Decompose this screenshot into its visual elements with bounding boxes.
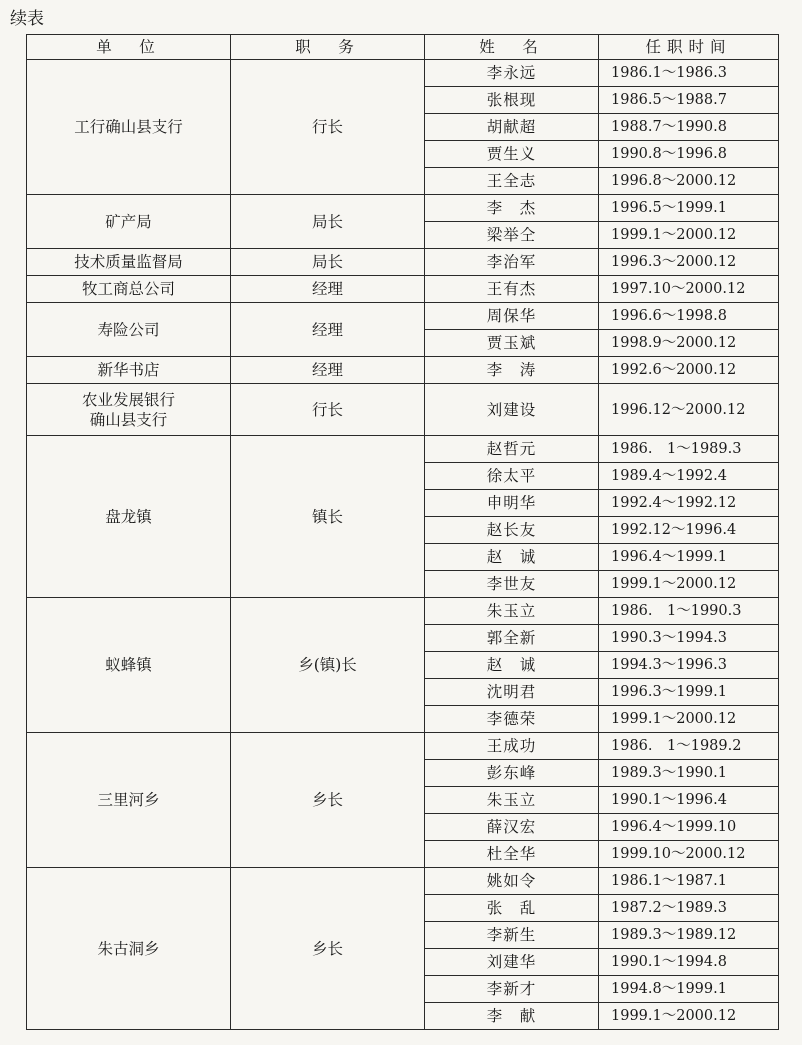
name-cell: 李新生: [425, 922, 599, 949]
term-cell: 1996.3～1999.1: [599, 679, 779, 706]
name-cell: 刘建华: [425, 949, 599, 976]
table-row: [27, 276, 779, 303]
term-cell: 1987.2～1989.3: [599, 895, 779, 922]
term-cell: 1986. 1～1989.2: [599, 733, 779, 760]
unit-cell: 三里河乡: [27, 733, 231, 868]
term-cell: 1990.1～1994.8: [599, 949, 779, 976]
unit-cell: 牧工商总公司: [27, 276, 231, 303]
unit-cell: 矿产局: [27, 195, 231, 249]
table-row: [27, 436, 779, 463]
table-caption: 续表: [10, 9, 44, 29]
header-post: 职 务: [231, 35, 425, 60]
name-cell: 沈明君: [425, 679, 599, 706]
table-row: [27, 195, 779, 222]
unit-cell: [27, 384, 231, 436]
table-row: [27, 868, 779, 895]
name-cell: 王成功: [425, 733, 599, 760]
post-cell: 乡长: [231, 868, 425, 1030]
name-cell: 薛汉宏: [425, 814, 599, 841]
unit-cell: 朱古洞乡: [27, 868, 231, 1030]
name-cell: 赵 诚: [425, 652, 599, 679]
term-cell: 1996.4～1999.10: [599, 814, 779, 841]
term-cell: 1994.8～1999.1: [599, 976, 779, 1003]
table-row: [27, 249, 779, 276]
name-cell: 李新才: [425, 976, 599, 1003]
name-cell: 梁举仝: [425, 222, 599, 249]
term-cell: 1990.3～1994.3: [599, 625, 779, 652]
unit-cell: 工行确山县支行: [27, 60, 231, 195]
post-cell: 镇长: [231, 436, 425, 598]
table-row: [27, 598, 779, 625]
header-term: 任职时间: [599, 35, 779, 60]
post-cell: 乡(镇)长: [231, 598, 425, 733]
name-cell: 李 涛: [425, 357, 599, 384]
term-cell: 1994.3～1996.3: [599, 652, 779, 679]
name-cell: 赵哲元: [425, 436, 599, 463]
post-cell: 行长: [231, 384, 425, 436]
name-cell: 胡献超: [425, 114, 599, 141]
term-cell: 1986.1～1987.1: [599, 868, 779, 895]
table-body: [27, 60, 779, 1030]
term-cell: 1992.12～1996.4: [599, 517, 779, 544]
unit-cell: 寿险公司: [27, 303, 231, 357]
name-cell: 周保华: [425, 303, 599, 330]
header-unit: 单 位: [27, 35, 231, 60]
name-cell: 李 献: [425, 1003, 599, 1030]
post-cell: 局长: [231, 195, 425, 249]
term-cell: 1988.7～1990.8: [599, 114, 779, 141]
term-cell: 1986. 1～1990.3: [599, 598, 779, 625]
term-cell: 1986. 1～1989.3: [599, 436, 779, 463]
unit-cell: 蚁蜂镇: [27, 598, 231, 733]
term-cell: 1996.4～1999.1: [599, 544, 779, 571]
post-cell: 经理: [231, 357, 425, 384]
name-cell: 彭东峰: [425, 760, 599, 787]
table-row: [27, 733, 779, 760]
post-cell: 局长: [231, 249, 425, 276]
name-cell: 姚如令: [425, 868, 599, 895]
name-cell: 王全志: [425, 168, 599, 195]
term-cell: 1999.1～2000.12: [599, 571, 779, 598]
term-cell: 1999.1～2000.12: [599, 1003, 779, 1030]
name-cell: 刘建设: [425, 384, 599, 436]
name-cell: 王有杰: [425, 276, 599, 303]
term-cell: 1996.6～1998.8: [599, 303, 779, 330]
name-cell: 贾玉斌: [425, 330, 599, 357]
name-cell: 李永远: [425, 60, 599, 87]
name-cell: 张根现: [425, 87, 599, 114]
term-cell: 1999.1～2000.12: [599, 706, 779, 733]
term-cell: 1999.1～2000.12: [599, 222, 779, 249]
post-cell: 经理: [231, 303, 425, 357]
table-row: [27, 384, 779, 436]
name-cell: 赵长友: [425, 517, 599, 544]
term-cell: 1998.9～2000.12: [599, 330, 779, 357]
unit-line: 农业发展银行: [81, 390, 175, 409]
term-cell: 1989.3～1990.1: [599, 760, 779, 787]
name-cell: 李治军: [425, 249, 599, 276]
post-cell: 行长: [231, 60, 425, 195]
term-cell: 1992.6～2000.12: [599, 357, 779, 384]
name-cell: 张 乱: [425, 895, 599, 922]
term-cell: 1986.5～1988.7: [599, 87, 779, 114]
header-row: [27, 35, 779, 60]
header-name: 姓 名: [425, 35, 599, 60]
name-cell: 杜全华: [425, 841, 599, 868]
table-row: [27, 357, 779, 384]
term-cell: 1996.5～1999.1: [599, 195, 779, 222]
name-cell: 李德荣: [425, 706, 599, 733]
unit-cell: 盘龙镇: [27, 436, 231, 598]
name-cell: 郭全新: [425, 625, 599, 652]
unit-cell: 新华书店: [27, 357, 231, 384]
table-row: [27, 303, 779, 330]
term-cell: 1997.10～2000.12: [599, 276, 779, 303]
name-cell: 赵 诚: [425, 544, 599, 571]
name-cell: 徐太平: [425, 463, 599, 490]
name-cell: 申明华: [425, 490, 599, 517]
term-cell: 1992.4～1992.12: [599, 490, 779, 517]
term-cell: 1989.3～1989.12: [599, 922, 779, 949]
name-cell: 朱玉立: [425, 787, 599, 814]
name-cell: 李 杰: [425, 195, 599, 222]
term-cell: 1999.10～2000.12: [599, 841, 779, 868]
name-cell: 贾生义: [425, 141, 599, 168]
term-cell: 1996.12～2000.12: [599, 384, 779, 436]
unit-line: 确山县支行: [89, 410, 168, 429]
term-cell: 1990.8～1996.8: [599, 141, 779, 168]
term-cell: 1989.4～1992.4: [599, 463, 779, 490]
name-cell: 朱玉立: [425, 598, 599, 625]
table-row: [27, 60, 779, 87]
personnel-table: [26, 34, 779, 1030]
name-cell: 李世友: [425, 571, 599, 598]
term-cell: 1986.1～1986.3: [599, 60, 779, 87]
post-cell: 经理: [231, 276, 425, 303]
term-cell: 1990.1～1996.4: [599, 787, 779, 814]
term-cell: 1996.3～2000.12: [599, 249, 779, 276]
unit-cell: 技术质量监督局: [27, 249, 231, 276]
post-cell: 乡长: [231, 733, 425, 868]
term-cell: 1996.8～2000.12: [599, 168, 779, 195]
